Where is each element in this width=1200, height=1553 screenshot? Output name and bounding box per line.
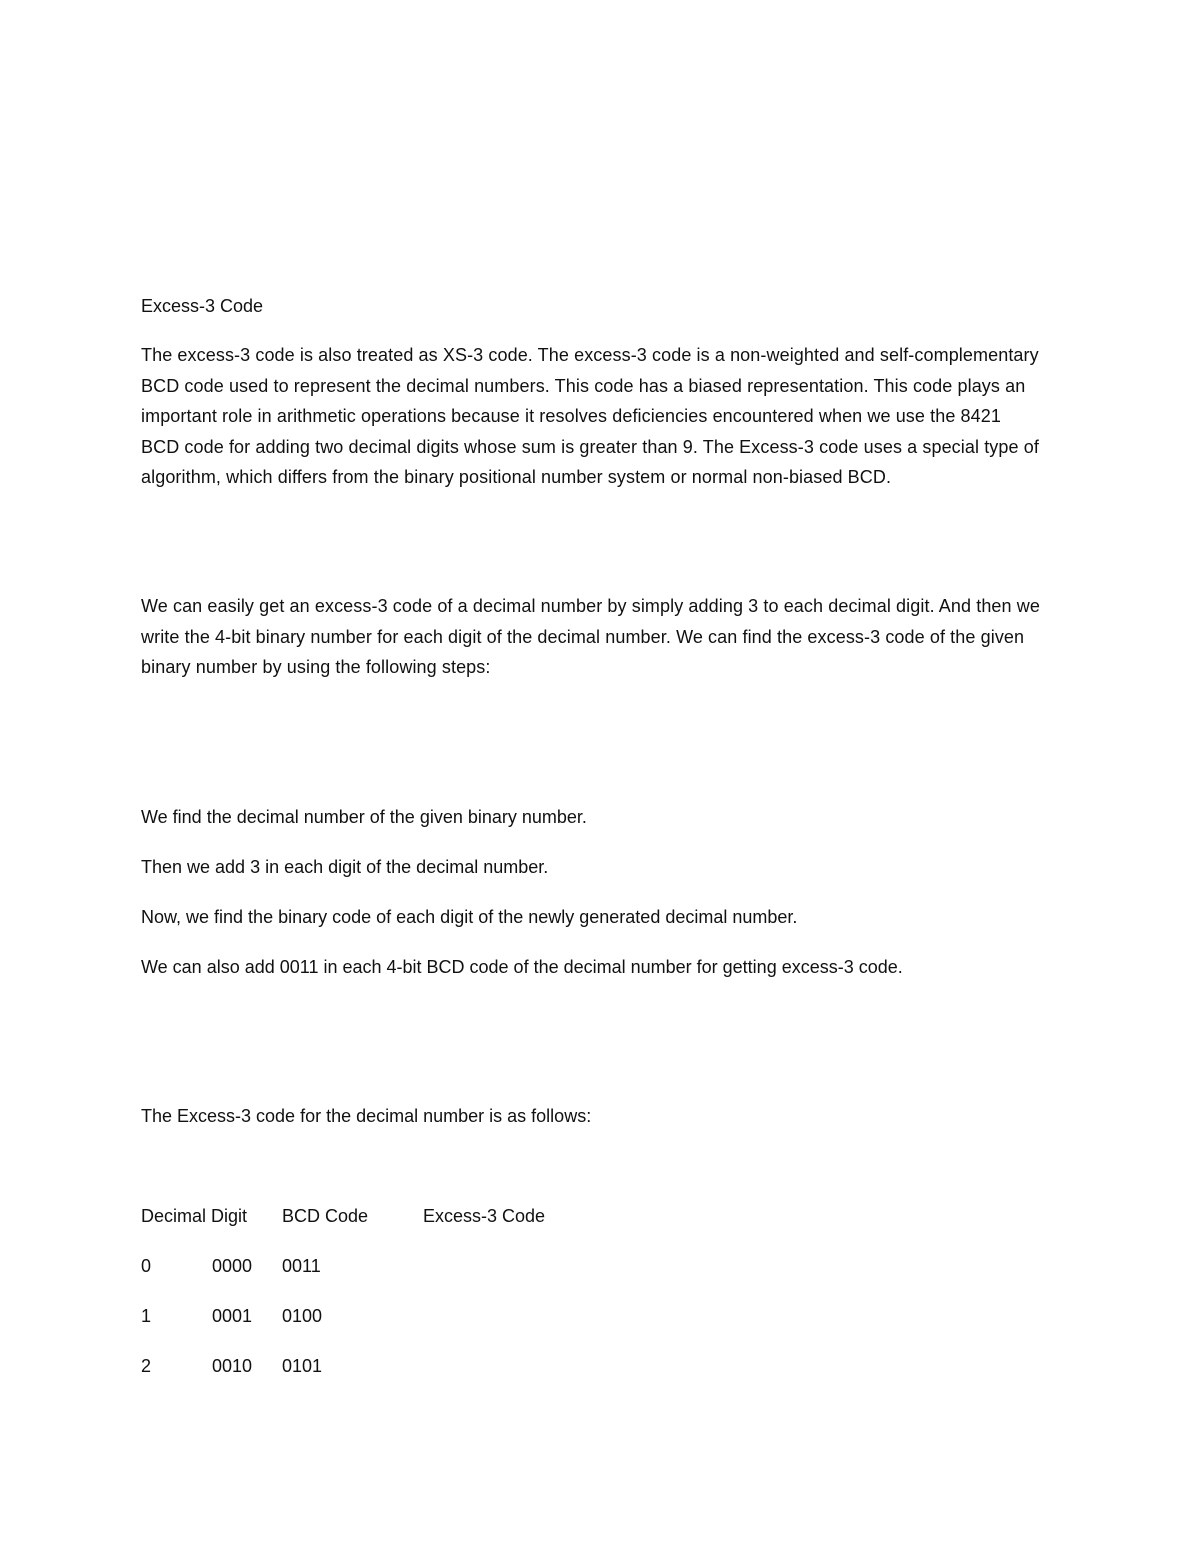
step-item: We find the decimal number of the given binary number. bbox=[141, 807, 587, 827]
step-item: Now, we find the binary code of each digit of the newly generated decimal number. bbox=[141, 907, 798, 927]
table-row bbox=[141, 1254, 741, 1278]
step-item: We can also add 0011 in each 4-bit BCD code of the decimal number for getting excess-3 code. bbox=[141, 957, 903, 977]
excess-3-code-cell: 0100 bbox=[282, 1306, 323, 1326]
bcd-code-cell: 0010 bbox=[212, 1356, 253, 1376]
table-header-bcd-code: BCD Code bbox=[282, 1206, 369, 1226]
table-row bbox=[141, 1304, 741, 1328]
method-paragraph: We can easily get an excess-3 code of a decimal number by simply adding 3 to each decimal digit. And then we write the 4-bit binary number for each digit of the decimal number. We can find the excess-3 code of the given binary number by using the following steps: bbox=[141, 596, 1040, 677]
table-header-row bbox=[141, 1204, 741, 1228]
intro-paragraph: The excess-3 code is also treated as XS-3 code. The excess-3 code is a non-weighted and self-complementary BCD code used to represent the decimal numbers. This code has a biased representation. This code plays an important role in arithmetic operations because it resolves deficiencies encountered when we use the 8421 BCD code for adding two decimal digits whose sum is greater than 9. The Excess-3 code uses a special type of algorithm, which differs from the binary positional number system or normal non-biased BCD. bbox=[141, 345, 1039, 487]
table-intro: The Excess-3 code for the decimal number is as follows: bbox=[141, 1106, 592, 1126]
table-header-excess-3-code: Excess-3 Code bbox=[423, 1206, 546, 1226]
step-item: Then we add 3 in each digit of the decimal number. bbox=[141, 857, 549, 877]
document-title: Excess-3 Code bbox=[141, 296, 264, 316]
decimal-digit-cell: 0 bbox=[141, 1256, 152, 1276]
table-row bbox=[141, 1354, 741, 1378]
excess-3-code-cell: 0011 bbox=[282, 1256, 321, 1276]
bcd-code-cell: 0000 bbox=[212, 1256, 253, 1276]
decimal-digit-cell: 2 bbox=[141, 1356, 152, 1376]
bcd-code-cell: 0001 bbox=[212, 1306, 253, 1326]
decimal-digit-cell: 1 bbox=[141, 1306, 152, 1326]
excess-3-code-cell: 0101 bbox=[282, 1356, 323, 1376]
table-header-decimal-digit: Decimal Digit bbox=[141, 1206, 248, 1226]
